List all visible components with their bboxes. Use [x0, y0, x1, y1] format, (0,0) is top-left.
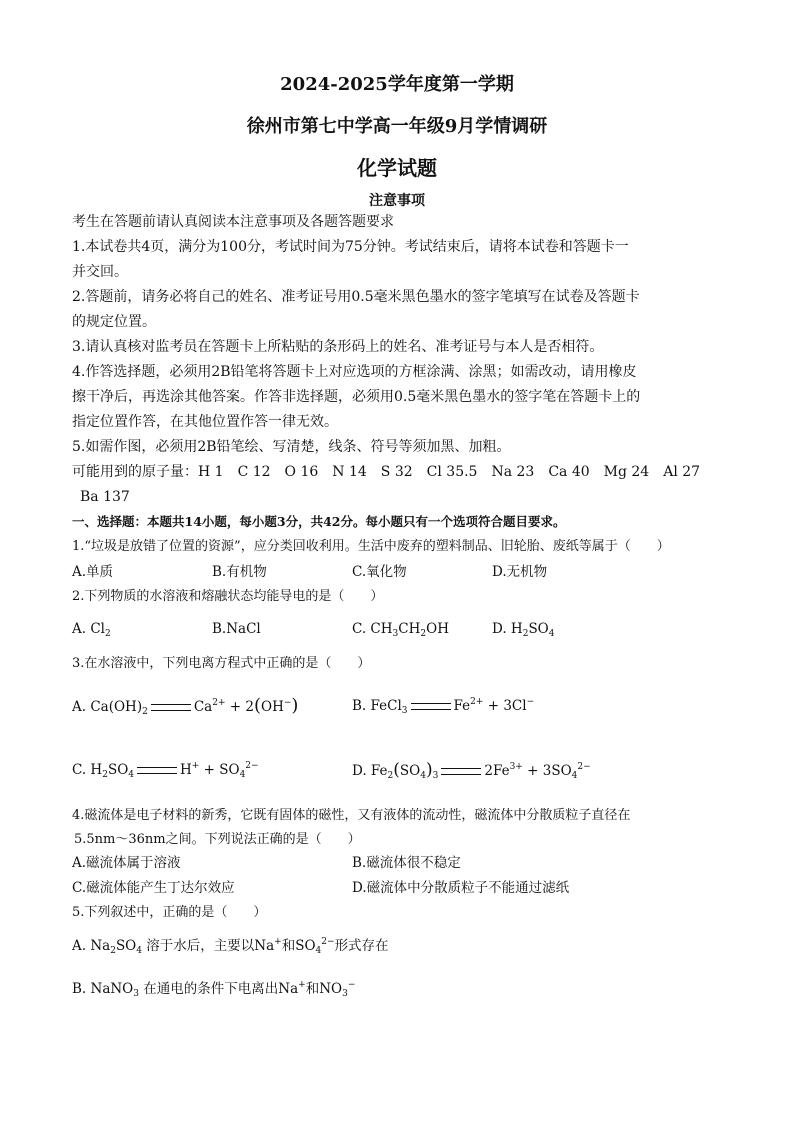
q5-a-text-1: 溶于水后，主要以 [146, 938, 255, 954]
notice-item-5: 5.如需作图，必须用2B铅笔绘、写清楚，线条、符号等须加黑、加粗。 [72, 439, 511, 455]
q5-a-text-2: 和 [281, 938, 296, 954]
subject-title: 化学试题 [357, 156, 437, 180]
notice-heading: 注意事项 [369, 193, 425, 209]
q2-option-d: D. $H_2SO_4$ [492, 621, 555, 639]
q4-option-d: D.磁流体中分散质粒子不能通过滤纸 [352, 880, 570, 896]
q5-option-a: A. $Na_2SO_4$ 溶于水后，主要以Na+和$SO_4^{2-}$形式存在 [72, 937, 389, 956]
notice-item-4a: 4.作答选择题，必须用2B铅笔将答题卡上对应选项的方框涂满、涂黑；如需改动，请用橡皮 [72, 364, 637, 380]
school-year-title: 2024-2025学年度第一学期 [280, 74, 514, 95]
q3-option-c: C. $H_2SO_4$ $H^+ + SO_4^{2-}$ [72, 761, 259, 780]
q5-stem: 5.下列叙述中，正确的是（ ） [72, 905, 267, 920]
q3-option-b: B. FeCl$_3$ $Fe^{2+} + 3Cl^-$ [352, 697, 535, 716]
q4-option-c: C.磁流体能产生丁达尔效应 [72, 880, 235, 896]
q4-option-b: B.磁流体很不稳定 [352, 855, 461, 871]
atomic-masses-cont: Ba 137 [80, 489, 130, 505]
section-heading: 一、选择题：本题共14小题，每小题3分，共42分。每小题只有一个选项符合题目要求。 [72, 514, 566, 529]
q4-option-a: A.磁流体属于溶液 [72, 855, 181, 871]
q5-b-text-1: 在通电的条件下电离出 [143, 981, 279, 997]
q5-option-b: B. NaNO$_3$ 在通电的条件下电离出Na+和$NO_3^-$ [72, 980, 356, 999]
q2-option-a: A. $Cl_2$ [72, 621, 111, 639]
notice-item-1b: 并交回。 [72, 264, 128, 280]
q2-option-b: B.NaCl [212, 621, 261, 637]
q1-stem: 1.“垃圾是放错了位置的资源”，应分类回收利用。生活中废弃的塑料制品、旧轮胎、废纸等属于（ ） [72, 539, 670, 554]
notice-item-4b: 擦干净后，再选涂其他答案。作答非选择题，必须用0.5毫米黑色墨水的签字笔在答题卡上的 [72, 389, 641, 405]
notice-intro: 考生在答题前请认真阅读本注意事项及各题答题要求 [72, 214, 394, 230]
q2-stem: 2.下列物质的水溶液和熔融状态均能导电的是（ ） [72, 589, 384, 604]
q3-stem: 3.在水溶液中，下列电离方程式中正确的是（ ） [72, 656, 371, 671]
q5-b-text-2: 和 [305, 981, 320, 997]
q1-option-d: D.无机物 [492, 564, 548, 580]
q3-option-a: A. $Ca(OH)_2$ $Ca^{2+} + 2(OH^-)$ [72, 695, 299, 717]
q1-option-b: B.有机物 [212, 564, 267, 580]
notice-item-3: 3.请认真核对监考员在答题卡上所粘贴的条形码上的姓名、准考证号与本人是否相符。 [72, 339, 604, 355]
notice-item-1a: 1.本试卷共4页，满分为100分，考试时间为75分钟。考试结束后，请将本试卷和答题卡一 [72, 239, 629, 255]
atomic-masses: 可能用到的原子量：H 1 C 12 O 16 N 14 S 32 Cl 35.5 Na 23 Ca 40 Mg 24 Al 27 [72, 464, 701, 480]
q1-option-a: A.单质 [72, 564, 114, 580]
exam-title: 徐州市第七中学高一年级9月学情调研 [246, 116, 548, 137]
q4-stem-b: 5.5nm～36nm之间。下列说法正确的是（ ） [74, 832, 361, 847]
q3-option-d: D. $Fe_2(SO_4)_3$ $2Fe^{3+} + 3SO_4^{2-}$ [352, 760, 591, 781]
notice-item-4c: 指定位置作答，在其他位置作答一律无效。 [72, 414, 338, 430]
notice-item-2a: 2.答题前，请务必将自己的姓名、准考证号用0.5毫米黑色墨水的签字笔填写在试卷及答题卡 [72, 289, 640, 305]
q4-stem-a: 4.磁流体是电子材料的新秀，它既有固体的磁性，又有液体的流动性，磁流体中分散质粒子直径在 [72, 808, 631, 823]
q2-option-c: C. $CH_3CH_2OH$ [352, 621, 449, 639]
q1-option-c: C.氧化物 [352, 564, 407, 580]
q5-a-text-3: 形式存在 [334, 938, 389, 954]
notice-item-2b: 的规定位置。 [72, 314, 156, 330]
